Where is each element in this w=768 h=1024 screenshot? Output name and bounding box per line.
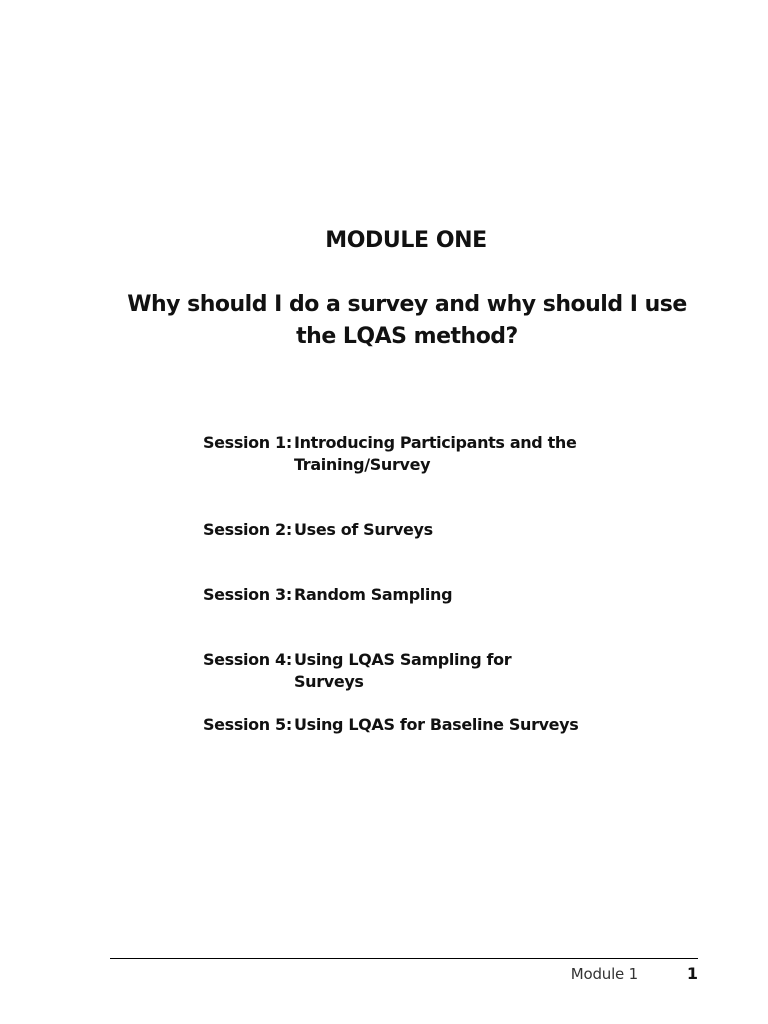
session-title: Using LQAS for Baseline Surveys [294,715,579,734]
session-title: Using LQAS Sampling for Surveys [294,650,512,691]
module-question: Why should I do a survey and why should I use the LQAS method? [127,292,687,349]
session-title: Random Sampling [294,585,453,604]
session-title: Introducing Participants and the Training/Survey [294,433,577,474]
session-label: Session 4: [203,650,292,669]
session-label: Session 2: [203,520,292,539]
session-label: Session 1: [203,433,292,452]
session-label: Session 3: [203,585,292,604]
footer-divider [110,958,698,959]
session-title: Uses of Surveys [294,520,433,539]
page-number: 1 [686,964,698,983]
session-label: Session 5: [203,715,292,734]
module-heading: MODULE ONE [325,228,487,253]
footer-module-label: Module 1 [570,965,638,983]
